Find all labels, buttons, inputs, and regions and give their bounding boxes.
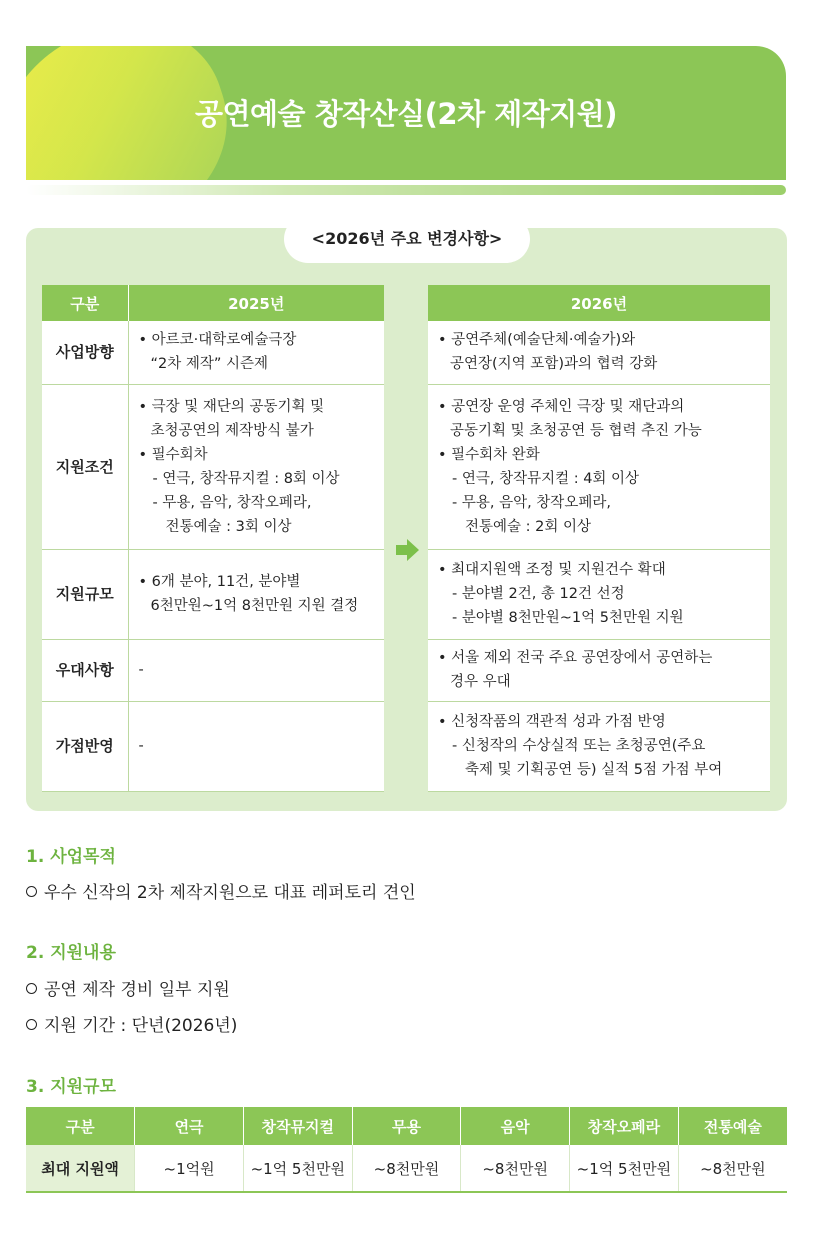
row-label: 지원조건 — [42, 384, 128, 549]
table-cell: ~8천만원 — [352, 1145, 461, 1192]
cell-2025 — [128, 384, 384, 549]
table-row — [42, 701, 384, 791]
header-banner — [26, 46, 786, 180]
cell-2026 — [428, 384, 770, 549]
section-item — [26, 1011, 237, 1036]
table-row — [428, 639, 770, 701]
changes-table-2026 — [428, 285, 770, 792]
cell-2025 — [128, 639, 384, 701]
section-item — [26, 878, 416, 903]
circle-bullet-icon — [26, 886, 37, 897]
circle-bullet-icon — [26, 983, 37, 994]
table-row — [42, 384, 384, 549]
text-line: - 무용, 음악, 창작오페라, — [452, 494, 611, 511]
cell-2025 — [128, 549, 384, 639]
changes-table-2025 — [42, 285, 384, 792]
text-line: • 공연장 운영 주체인 극장 및 재단과의 — [438, 398, 685, 415]
header-category: 구분 — [42, 285, 128, 321]
table-row — [42, 321, 384, 384]
section-item — [26, 975, 230, 1000]
section-item-text: 지원 기간 : 단년(2026년) — [44, 1016, 238, 1036]
text-line: • 아르코·대학로예술극장 — [138, 332, 297, 349]
page-title: 공연예술 창작산실(2차 제작지원) — [194, 97, 618, 131]
text-line: 전통예술 : 2회 이상 — [465, 518, 591, 535]
table-row — [428, 549, 770, 639]
support-scale-table — [26, 1107, 787, 1193]
row-label: 지원규모 — [42, 549, 128, 639]
col-header: 창작뮤지컬 — [243, 1107, 352, 1145]
col-header: 무용 — [352, 1107, 461, 1145]
section-item-text: 우수 신작의 2차 제작지원으로 대표 레퍼토리 견인 — [44, 883, 416, 903]
cell-2026 — [428, 321, 770, 384]
header-2026: 2026년 — [428, 285, 770, 321]
changes-title: <2026년 주요 변경사항> — [284, 215, 530, 263]
row-label: 최대 지원액 — [26, 1145, 135, 1192]
col-header: 전통예술 — [678, 1107, 787, 1145]
text-line: 공동기획 및 초청공연 등 협력 추진 가능 — [450, 422, 702, 439]
text-line: • 신청작품의 객관적 성과 가점 반영 — [438, 714, 666, 730]
text-line: • 극장 및 재단의 공동기획 및 — [138, 398, 325, 415]
cell-2026 — [428, 701, 770, 791]
text-line: • 필수회차 — [138, 446, 208, 463]
text-line: • 최대지원액 조정 및 지원건수 확대 — [438, 562, 666, 578]
text-line: 공연장(지역 포함)과의 협력 강화 — [450, 356, 658, 373]
text-line: - 연극, 창작뮤지컬 : 8회 이상 — [152, 470, 340, 487]
col-header: 구분 — [26, 1107, 135, 1145]
row-label: 우대사항 — [42, 639, 128, 701]
header-2025: 2025년 — [128, 285, 384, 321]
text-line: - — [138, 662, 144, 678]
table-row — [26, 1145, 787, 1192]
table-cell: ~1억 5천만원 — [570, 1145, 679, 1192]
text-line: 경우 우대 — [450, 674, 511, 690]
col-header: 음악 — [461, 1107, 570, 1145]
text-line: - 무용, 음악, 창작오페라, — [152, 494, 312, 511]
table-cell: ~1억원 — [135, 1145, 244, 1192]
cell-2025 — [128, 321, 384, 384]
section-item-text: 공연 제작 경비 일부 지원 — [44, 980, 230, 1000]
text-line: - 분야별 8천만원~1억 5천만원 지원 — [452, 610, 684, 626]
table-cell: ~8천만원 — [461, 1145, 570, 1192]
text-line: • 6개 분야, 11건, 분야별 — [138, 574, 301, 590]
cell-2025 — [128, 701, 384, 791]
table-row — [428, 701, 770, 791]
col-header: 창작오페라 — [570, 1107, 679, 1145]
table-row — [42, 639, 384, 701]
text-line: - 신청작의 수상실적 또는 초청공연(주요 — [452, 738, 706, 754]
table-cell: ~8천만원 — [678, 1145, 787, 1192]
row-label: 사업방향 — [42, 321, 128, 384]
table-row — [428, 384, 770, 549]
text-line: • 서울 제외 전국 주요 공연장에서 공연하는 — [438, 650, 713, 666]
text-line: 6천만원~1억 8천만원 지원 결정 — [150, 598, 359, 614]
text-line: 전통예술 : 3회 이상 — [165, 518, 292, 535]
text-line: • 공연주체(예술단체·예술가)와 — [438, 332, 636, 349]
text-line: “2차 제작” 시즌제 — [150, 356, 269, 373]
text-line: - 분야별 2건, 총 12건 선정 — [452, 586, 625, 602]
table-cell: ~1억 5천만원 — [243, 1145, 352, 1192]
cell-2026 — [428, 639, 770, 701]
section-title-scale: 3. 지원규모 — [26, 1077, 116, 1097]
text-line: 축제 및 기획공연 등) 실적 5점 가점 부여 — [465, 762, 723, 778]
row-label: 가점반영 — [42, 701, 128, 791]
col-header: 연극 — [135, 1107, 244, 1145]
circle-bullet-icon — [26, 1019, 37, 1030]
text-line: 초청공연의 제작방식 불가 — [150, 422, 314, 439]
arrow-right-icon — [396, 538, 420, 562]
text-line: - — [138, 738, 144, 754]
table-row — [42, 549, 384, 639]
section-title-content: 2. 지원내용 — [26, 943, 116, 963]
section-title-purpose: 1. 사업목적 — [26, 847, 116, 867]
text-line: - 연극, 창작뮤지컬 : 4회 이상 — [452, 470, 640, 487]
cell-2026 — [428, 549, 770, 639]
header-underline — [26, 185, 786, 195]
table-row — [428, 321, 770, 384]
text-line: • 필수회차 완화 — [438, 446, 540, 463]
